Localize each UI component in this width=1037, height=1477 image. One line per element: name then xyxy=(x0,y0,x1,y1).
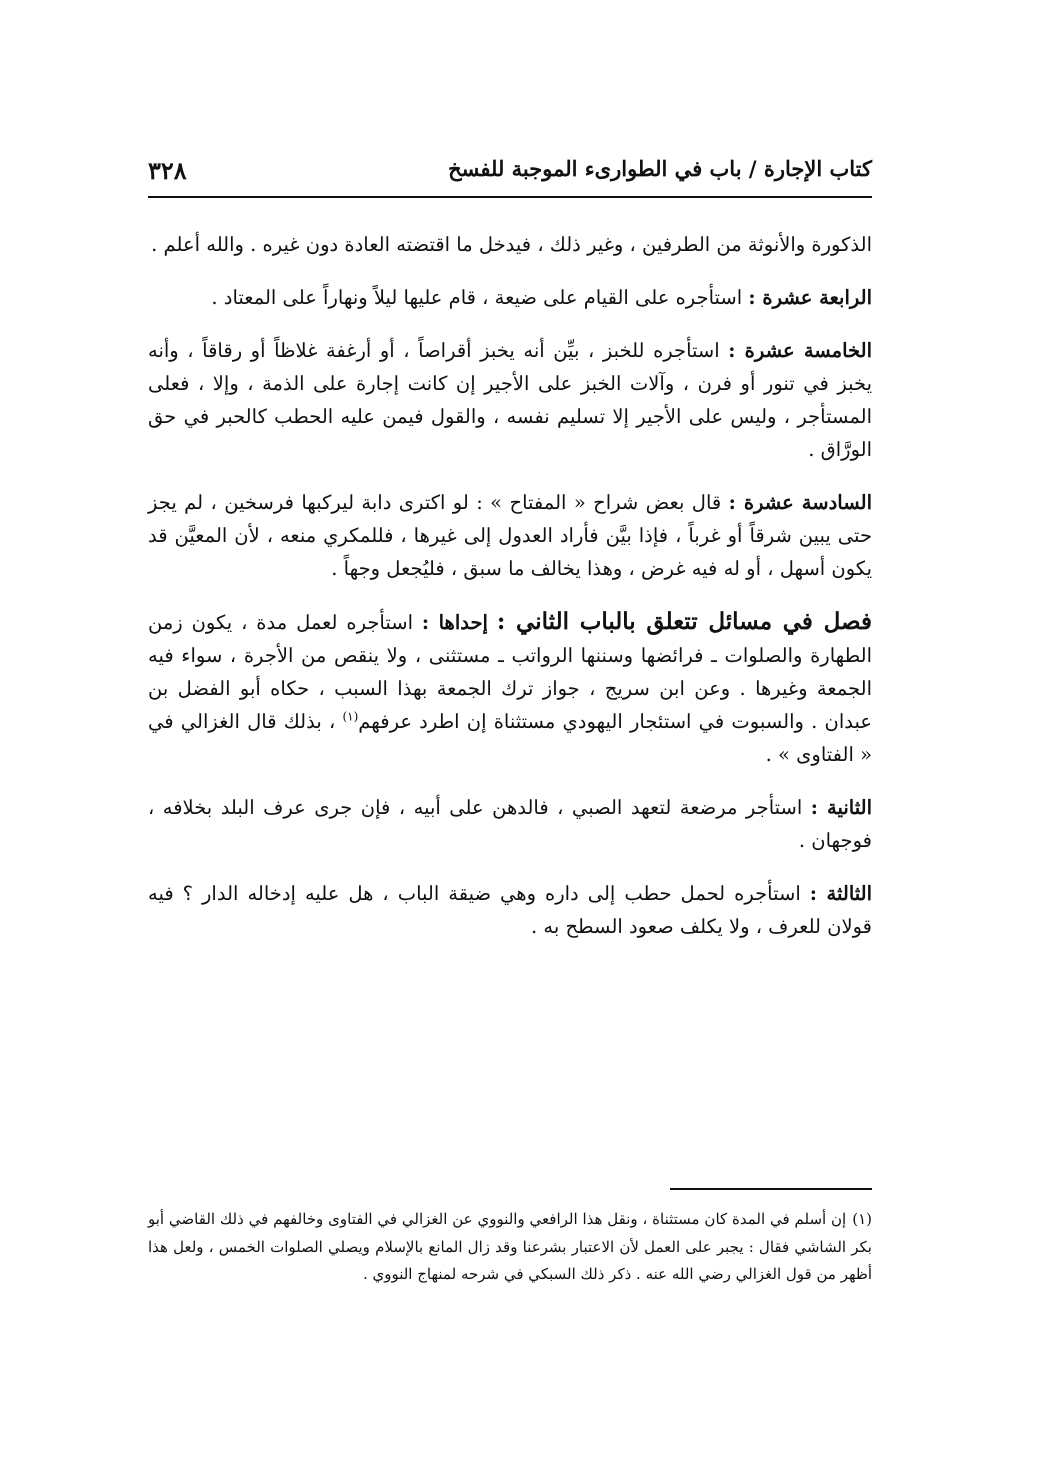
paragraph-sixteenth xyxy=(148,486,872,585)
paragraph-third xyxy=(148,877,872,943)
paragraph-lead: الثالثة : xyxy=(809,882,873,905)
paragraph-text: استأجر مرضعة لتعهد الصبي ، فالدهن على أبيه ، فإن جرى عرف البلد بخلافه ، فوجهان . xyxy=(148,796,872,852)
paragraph-text: استأجره لحمل حطب إلى داره وهي ضيقة الباب ، هل عليه إدخاله الدار ؟ فيه قولان للعرف ، ولا يكلف صعود السطح به . xyxy=(148,882,872,938)
paragraph-text: الذكورة والأنوثة من الطرفين ، وغير ذلك ، فيدخل ما اقتضته العادة دون غيره . والله أعلم . xyxy=(151,233,872,256)
footnote-marker: (١) xyxy=(852,1210,872,1228)
footnote-reference[interactable]: (١) xyxy=(342,709,359,724)
footnote-separator xyxy=(670,1188,872,1190)
paragraph-text: قال بعض شراح « المفتاح » : لو اكترى دابة ليركبها فرسخين ، لم يجز حتى يبين شرقاً أو غرباً ، فإذا بيَّن فأراد العدول إلى غيرها ، فللمكري منعه ، لأن المعيَّن قد يكون أسهل ، أو له فيه غرض ، وهذا يخالف ما سبق ، فليُجعل وجهاً . xyxy=(148,491,872,580)
footnote xyxy=(148,1206,872,1289)
section-text-tail: ، بذلك قال الغزالي في « الفتاوى » . xyxy=(148,710,872,766)
page-number: ٣٢٨ xyxy=(148,156,187,185)
paragraph-lead: الثانية : xyxy=(810,796,872,819)
paragraph-text: استأجره للخبز ، بيِّن أنه يخبز أقراصاً ، أو أرغفة غلاظاً أو رقاقاً ، وأنه يخبز في تنور أو فرن ، وآلات الخبز على الأجير إن كانت إجارة على الذمة ، وإلا ، فعلى المستأجر ، وليس على الأجير إلا تسليم نفسه ، والقول فيمن عليه الحطب كالحبر في حق الورَّاق . xyxy=(148,339,872,461)
main-text xyxy=(148,228,872,963)
paragraph-second xyxy=(148,791,872,857)
header-rule xyxy=(148,196,872,198)
footnote-text: إن أسلم في المدة كان مستثناة ، ونقل هذا الرافعي والنووي عن الغزالي في الفتاوى وخالفهم في ذلك القاضي أبو بكر الشاشي فقال : يجبر على العمل لأن الاعتبار بشرعنا وقد زال المانع بالإسلام ويصلي الصلوات الخمس ، ولعل هذا أظهر من قول الغزالي رضي الله عنه . ذكر ذلك السبكي في شرحه لمنهاج النووي . xyxy=(148,1210,872,1283)
paragraph-fourteenth xyxy=(148,281,872,314)
paragraph-lead: الخامسة عشرة : xyxy=(728,339,873,362)
section-first-label: إحداها : xyxy=(421,611,488,634)
section-text: استأجره لعمل مدة ، يكون زمن الطهارة والصلوات ـ فرائضها وسننها الرواتب ـ مستثنى ، ولا ينقص من الأجرة ، سواء فيه الجمعة وغيرها . وعن ابن سريج ، جواز ترك الجمعة بهذا السبب ، حكاه أبو الفضل بن عبدان . والسبوت في استئجار اليهودي مستثناة إن اطرد عرفهم xyxy=(148,611,873,733)
paragraph-text: استأجره على القيام على ضيعة ، قام عليها ليلاً ونهاراً على المعتاد . xyxy=(211,286,749,309)
page-header xyxy=(148,150,872,194)
paragraph-fifteenth xyxy=(148,334,872,466)
paragraph-lead: الرابعة عشرة : xyxy=(748,286,872,309)
footnotes xyxy=(148,1206,872,1289)
paragraph-continuation xyxy=(148,228,872,261)
running-title: كتاب الإجارة / باب في الطوارىء الموجبة للفسخ xyxy=(448,156,872,181)
paragraph-lead: السادسة عشرة : xyxy=(728,491,872,514)
section-paragraph xyxy=(148,605,872,771)
section-heading: فصل في مسائل تتعلق بالباب الثاني : xyxy=(496,608,872,635)
